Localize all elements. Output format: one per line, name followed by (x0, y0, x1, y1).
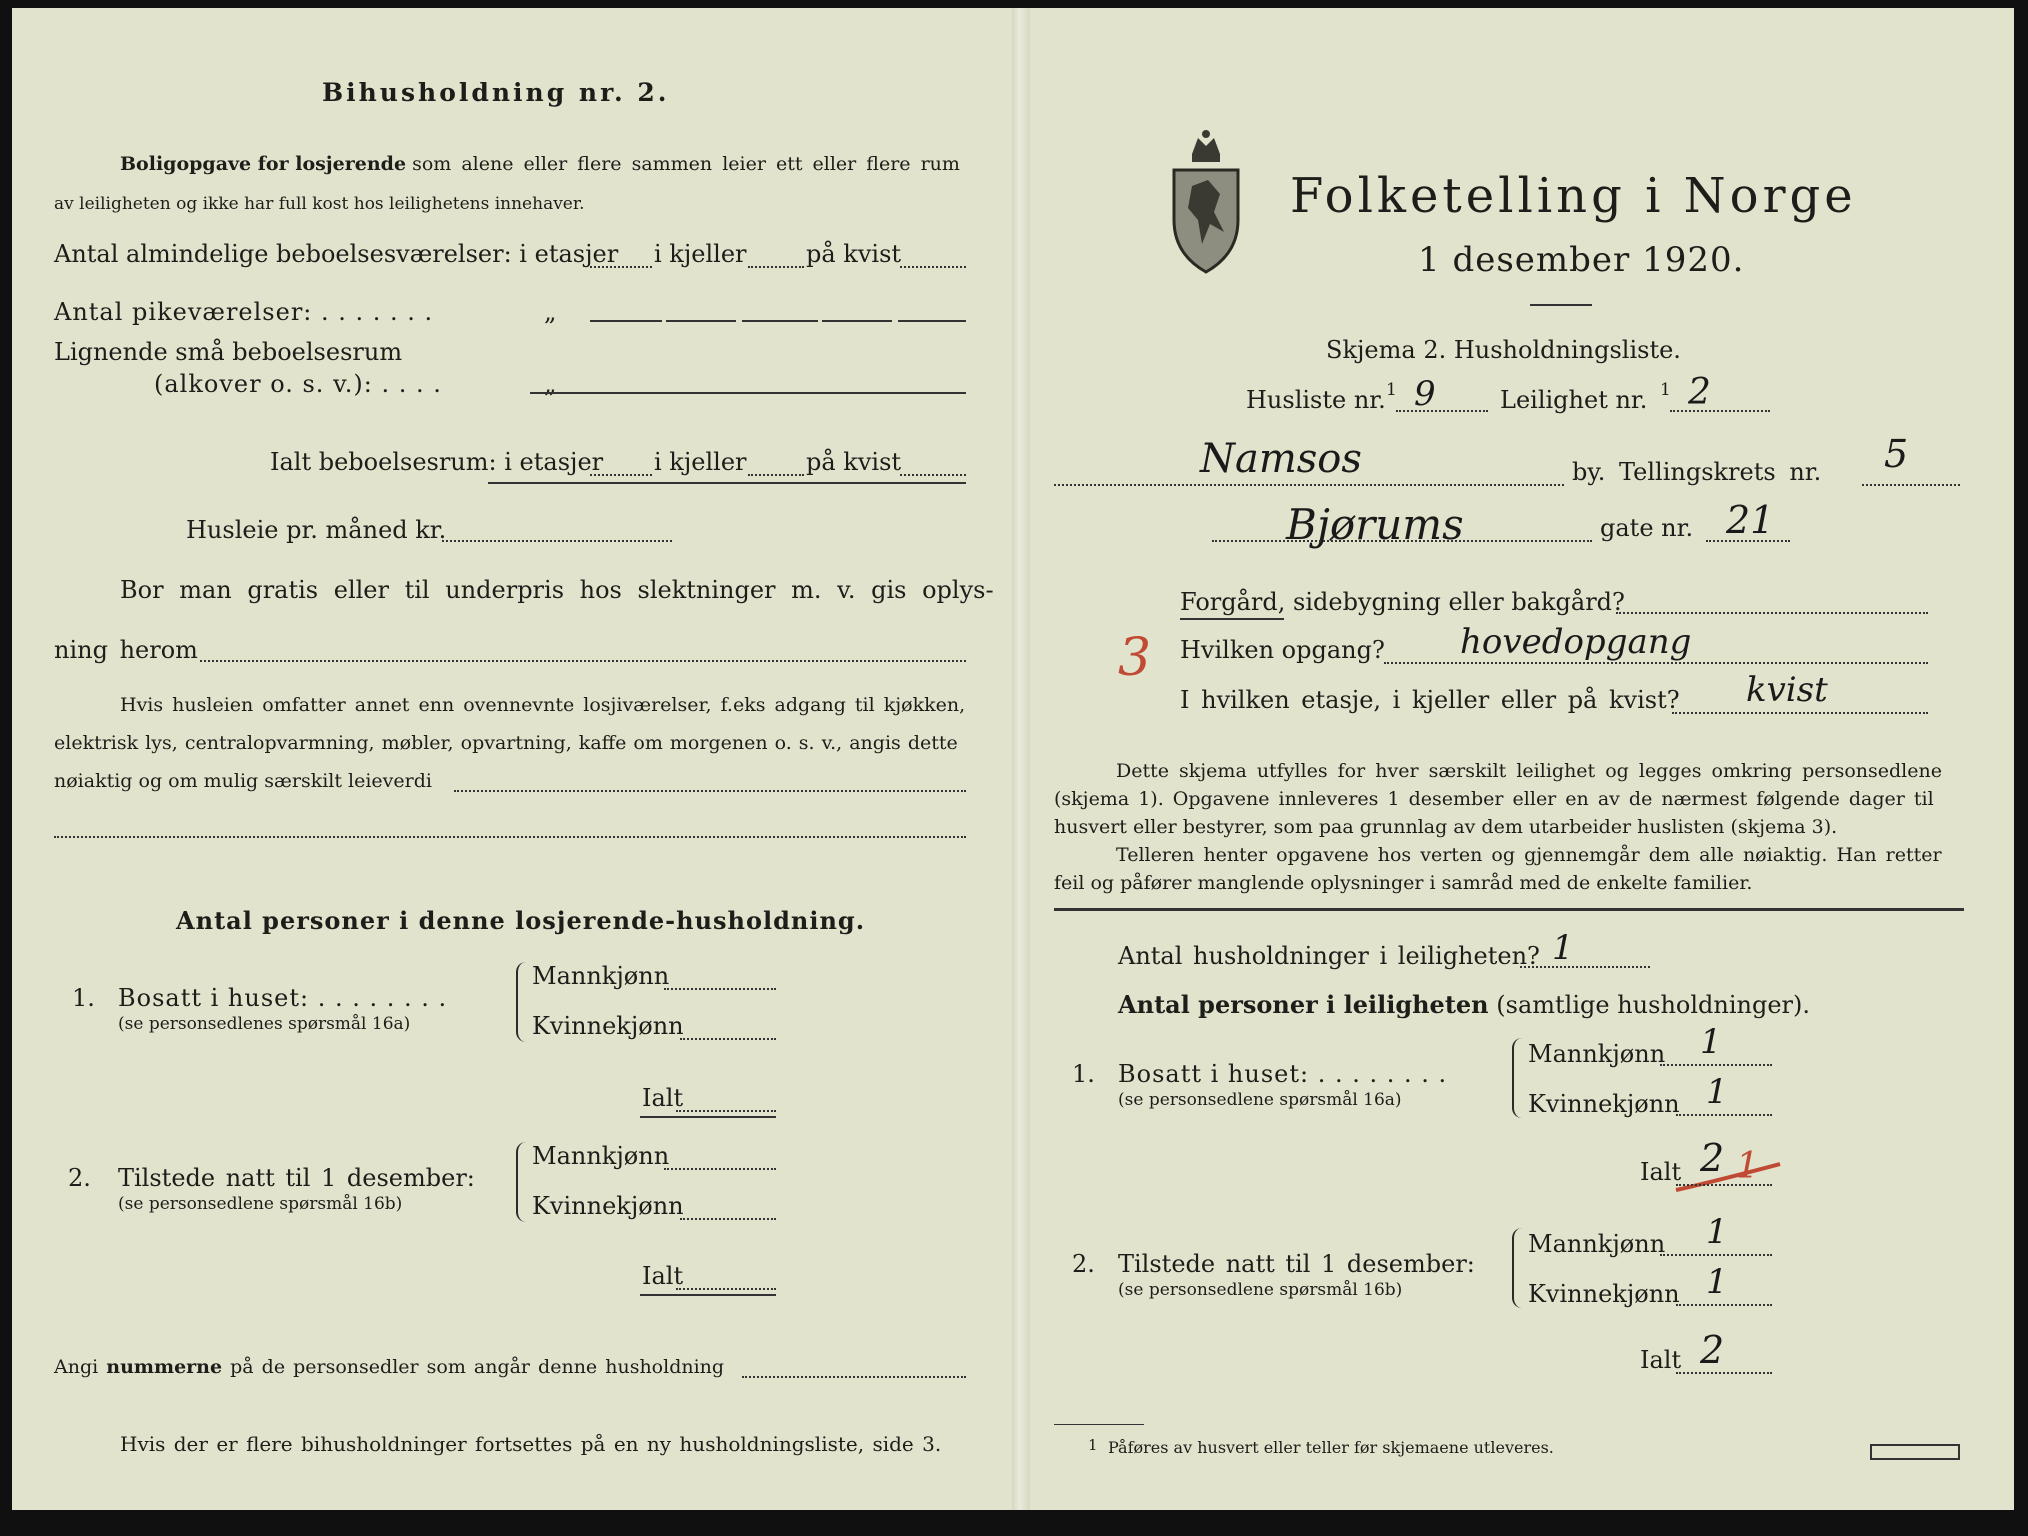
ditto-mark-2: „ (544, 370, 557, 398)
antal-hush-field[interactable] (1520, 966, 1650, 968)
right-q1-brace (1512, 1038, 1524, 1118)
ialt-kjeller-field[interactable] (748, 474, 804, 476)
left-q1-ialt-label: Ialt (642, 1084, 684, 1112)
right-q2-kvinne-field[interactable] (1676, 1304, 1772, 1306)
left-q2-mann-label: Mannkjønn (532, 1142, 670, 1170)
left-q1-sub: (se personsedlenes spørsmål 16a) (118, 1014, 411, 1034)
ialt-etasjer-field[interactable] (590, 474, 652, 476)
leieverdi-field[interactable] (454, 790, 966, 792)
info-line-5: feil og påfører manglende oplysninger i samråd med de enkelte familier. (1054, 872, 1753, 894)
husleie-label: Husleie pr. måned kr. (186, 516, 447, 544)
etasje-value: kvist (1746, 670, 1828, 710)
gate-field[interactable] (1212, 540, 1592, 542)
right-title: Folketelling i Norge (1290, 168, 1857, 224)
hvis-line-2: elektrisk lys, centralopvarmning, møbler, opvartning, kaffe om morgenen o. s. v., angis dette (54, 732, 958, 754)
husleie-field[interactable] (442, 540, 672, 542)
leilighet-footnote-mark: 1 (1660, 380, 1671, 400)
rooms-etasjer-field[interactable] (590, 266, 652, 268)
right-q1-kvinne-value: 1 (1706, 1072, 1728, 1112)
right-q1-kvinne-label: Kvinnekjønn (1528, 1090, 1680, 1118)
right-q2-kvinne-label: Kvinnekjønn (1528, 1280, 1680, 1308)
page-fold (1012, 8, 1030, 1510)
bor-line-1: Bor man gratis eller til underpris hos slektninger m. v. gis oplys- (120, 576, 994, 604)
rooms-kjeller-field[interactable] (748, 266, 804, 268)
ialt-underline (488, 482, 966, 484)
left-q2-mann-field[interactable] (664, 1168, 776, 1170)
red-strike-mark-icon (1672, 1160, 1784, 1200)
ialt-kjeller-label: i kjeller (654, 448, 747, 476)
left-q1-label: Bosatt i huset: . . . . . . . . (118, 984, 448, 1012)
right-q2-ialt-label: Ialt (1640, 1346, 1682, 1374)
alkover-label: (alkover o. s. v.): . . . . (154, 370, 442, 398)
title-divider (1530, 304, 1592, 306)
leilighet-label: Leilighet nr. (1500, 386, 1648, 414)
left-q2-brace (516, 1142, 528, 1222)
printer-stamp (1870, 1444, 1960, 1460)
left-title: Bihusholdning nr. 2. (322, 78, 670, 107)
skjema-label: Skjema 2. Husholdningsliste. (1326, 336, 1681, 364)
footnote-text: Påføres av husvert eller teller før skjemaene utleveres. (1108, 1438, 1554, 1457)
left-q1-ialt-field[interactable] (676, 1110, 776, 1112)
left-q2-sub: (se personsedlene spørsmål 16b) (118, 1194, 403, 1214)
by-label: by. Tellingskrets nr. (1572, 458, 1822, 486)
left-q2-kvinne-label: Kvinnekjønn (532, 1192, 684, 1220)
bor-line-2: ning herom (54, 636, 198, 664)
right-q1-sub: (se personsedlene spørsmål 16a) (1118, 1090, 1402, 1110)
census-date: 1 desember 1920. (1418, 240, 1745, 280)
angi-field[interactable] (742, 1376, 966, 1378)
info-line-3: husvert eller bestyrer, som paa grunnlag av dem utarbeider huslisten (skjema 3). (1054, 816, 1838, 838)
husliste-value: 9 (1414, 374, 1436, 414)
right-q1-kvinne-field[interactable] (1676, 1114, 1772, 1116)
antal-hush-value: 1 (1552, 928, 1574, 968)
left-q2-kvinne-field[interactable] (680, 1218, 776, 1220)
krets-field[interactable] (1862, 484, 1960, 486)
husliste-field[interactable] (1396, 410, 1488, 412)
leilighet-field[interactable] (1670, 410, 1770, 412)
right-q1-ialt-value: 2 (1700, 1136, 1725, 1180)
gate-label: gate nr. (1600, 514, 1694, 542)
rooms-kvist-label: på kvist (806, 240, 902, 268)
ialt-kvist-field[interactable] (900, 474, 966, 476)
right-q2-ialt-value: 2 (1700, 1328, 1725, 1372)
ialt-kvist-label: på kvist (806, 448, 902, 476)
right-q2-mann-value: 1 (1706, 1212, 1728, 1252)
opgang-value: hovedopgang (1460, 622, 1692, 662)
right-q1-mann-field[interactable] (1660, 1064, 1772, 1066)
intro-line-1: Boligopgave for losjerende som alene eller flere sammen leier ett eller flere rum (120, 153, 960, 175)
info-line-2: (skjema 1). Opgavene innleveres 1 desember eller en av de nærmest følgende dager til (1054, 788, 1934, 810)
right-q1-mann-value: 1 (1700, 1022, 1722, 1062)
angi-line: Angi nummerne på de personsedler som angår denne husholdning (54, 1356, 725, 1378)
left-q1-mann-field[interactable] (664, 988, 776, 990)
right-q2-mann-field[interactable] (1660, 1254, 1772, 1256)
left-q1-mann-label: Mannkjønn (532, 962, 670, 990)
rooms-kvist-field[interactable] (900, 266, 966, 268)
husliste-footnote-mark: 1 (1386, 380, 1397, 400)
hvis-line-3: nøiaktig og om mulig særskilt leieverdi (54, 770, 432, 792)
opgang-label: Hvilken opgang? (1180, 636, 1385, 664)
right-q1-ialt-field[interactable] (1676, 1184, 1772, 1186)
left-q1-kvinne-label: Kvinnekjønn (532, 1012, 684, 1040)
krets-value: 5 (1884, 432, 1909, 476)
husliste-label: Husliste nr. (1246, 386, 1386, 414)
left-q1-num: 1. (72, 984, 95, 1012)
pike-kvist-a-field[interactable] (742, 320, 818, 322)
gate-value: Bjørums (1286, 500, 1464, 549)
opgang-field[interactable] (1384, 662, 1928, 664)
forgard-field[interactable] (1616, 612, 1928, 614)
by-value: Namsos (1200, 436, 1362, 482)
left-q2-ialt-label: Ialt (642, 1262, 684, 1290)
footnote-divider (1054, 1424, 1144, 1425)
info-line-1: Dette skjema utfylles for hver særskilt leilighet og legges omkring personsedlene (1116, 760, 1942, 782)
antal-hush-label: Antal husholdninger i leiligheten? (1118, 942, 1540, 970)
right-q1-ialt-label: Ialt (1640, 1158, 1682, 1186)
pike-kvist-b-field[interactable] (822, 320, 892, 322)
gate-nr-field[interactable] (1706, 540, 1790, 542)
alkover-field[interactable] (530, 392, 966, 394)
left-q2-ialt-underline (640, 1294, 776, 1296)
info-divider (1054, 908, 1964, 911)
rooms-kjeller-label: i kjeller (654, 240, 747, 268)
left-q2-num: 2. (68, 1164, 91, 1192)
right-q2-brace (1512, 1228, 1524, 1308)
left-persons-heading: Antal personer i denne losjerende-husholdning. (176, 906, 866, 935)
rooms-label: Antal almindelige beboelsesværelser: i etasjer (54, 240, 619, 268)
forgard-underline (1180, 618, 1284, 620)
etasje-label: I hvilken etasje, i kjeller eller på kvist? (1180, 686, 1680, 714)
pike-kvist-c-field[interactable] (898, 320, 966, 322)
leieverdi-field-2[interactable] (54, 836, 966, 838)
right-q1-num: 1. (1072, 1060, 1095, 1088)
hvis-line-1: Hvis husleien omfatter annet enn ovennevnte losjiværelser, f.eks adgang til kjøkken, (120, 694, 966, 716)
ialt-label: Ialt beboelsesrum: i etasjer (270, 448, 604, 476)
right-q2-ialt-field[interactable] (1676, 1372, 1772, 1374)
right-q2-num: 2. (1072, 1250, 1095, 1278)
ditto-mark: „ (544, 298, 557, 326)
right-q1-label: Bosatt i huset: . . . . . . . . (1118, 1060, 1448, 1088)
pike-kjeller-field[interactable] (666, 320, 736, 322)
left-q1-ialt-underline (640, 1116, 776, 1118)
gate-nr-value: 21 (1726, 498, 1775, 542)
red-correction-mark: 3 (1118, 628, 1152, 688)
footnote-number: 1 (1088, 1436, 1098, 1454)
info-line-4: Telleren henter opgavene hos verten og gjennemgår dem alle nøiaktig. Han retter (1116, 844, 1942, 866)
right-q2-kvinne-value: 1 (1706, 1262, 1728, 1302)
pike-etasjer-field[interactable] (590, 320, 662, 322)
etasje-field[interactable] (1672, 712, 1928, 714)
left-q1-brace (516, 962, 528, 1042)
right-persons-heading: Antal personer i leiligheten (samtlige husholdninger). (1118, 990, 1811, 1019)
left-q2-ialt-field[interactable] (676, 1288, 776, 1290)
pike-label: Antal pikeværelser: . . . . . . . (54, 298, 434, 326)
right-q1-mann-label: Mannkjønn (1528, 1040, 1666, 1068)
left-q1-kvinne-field[interactable] (680, 1038, 776, 1040)
leilighet-value: 2 (1688, 372, 1711, 413)
intro-line-2: av leiligheten og ikke har full kost hos leilighetens innehaver. (54, 194, 585, 214)
by-field[interactable] (1054, 484, 1564, 486)
right-q1-ialt-red-value: 1 (1736, 1146, 1759, 1187)
right-q2-sub: (se personsedlene spørsmål 16b) (1118, 1280, 1403, 1300)
coat-of-arms-icon (1168, 124, 1244, 276)
bor-field[interactable] (200, 660, 966, 662)
lignende-label: Lignende små beboelsesrum (54, 338, 403, 366)
right-q2-mann-label: Mannkjønn (1528, 1230, 1666, 1258)
forgard-label: Forgård, sidebygning eller bakgård? (1180, 588, 1625, 616)
right-q2-label: Tilstede natt til 1 desember: (1118, 1250, 1475, 1278)
left-footer-note: Hvis der er flere bihusholdninger fortsettes på en ny husholdningsliste, side 3. (120, 1432, 942, 1456)
left-q2-label: Tilstede natt til 1 desember: (118, 1164, 475, 1192)
